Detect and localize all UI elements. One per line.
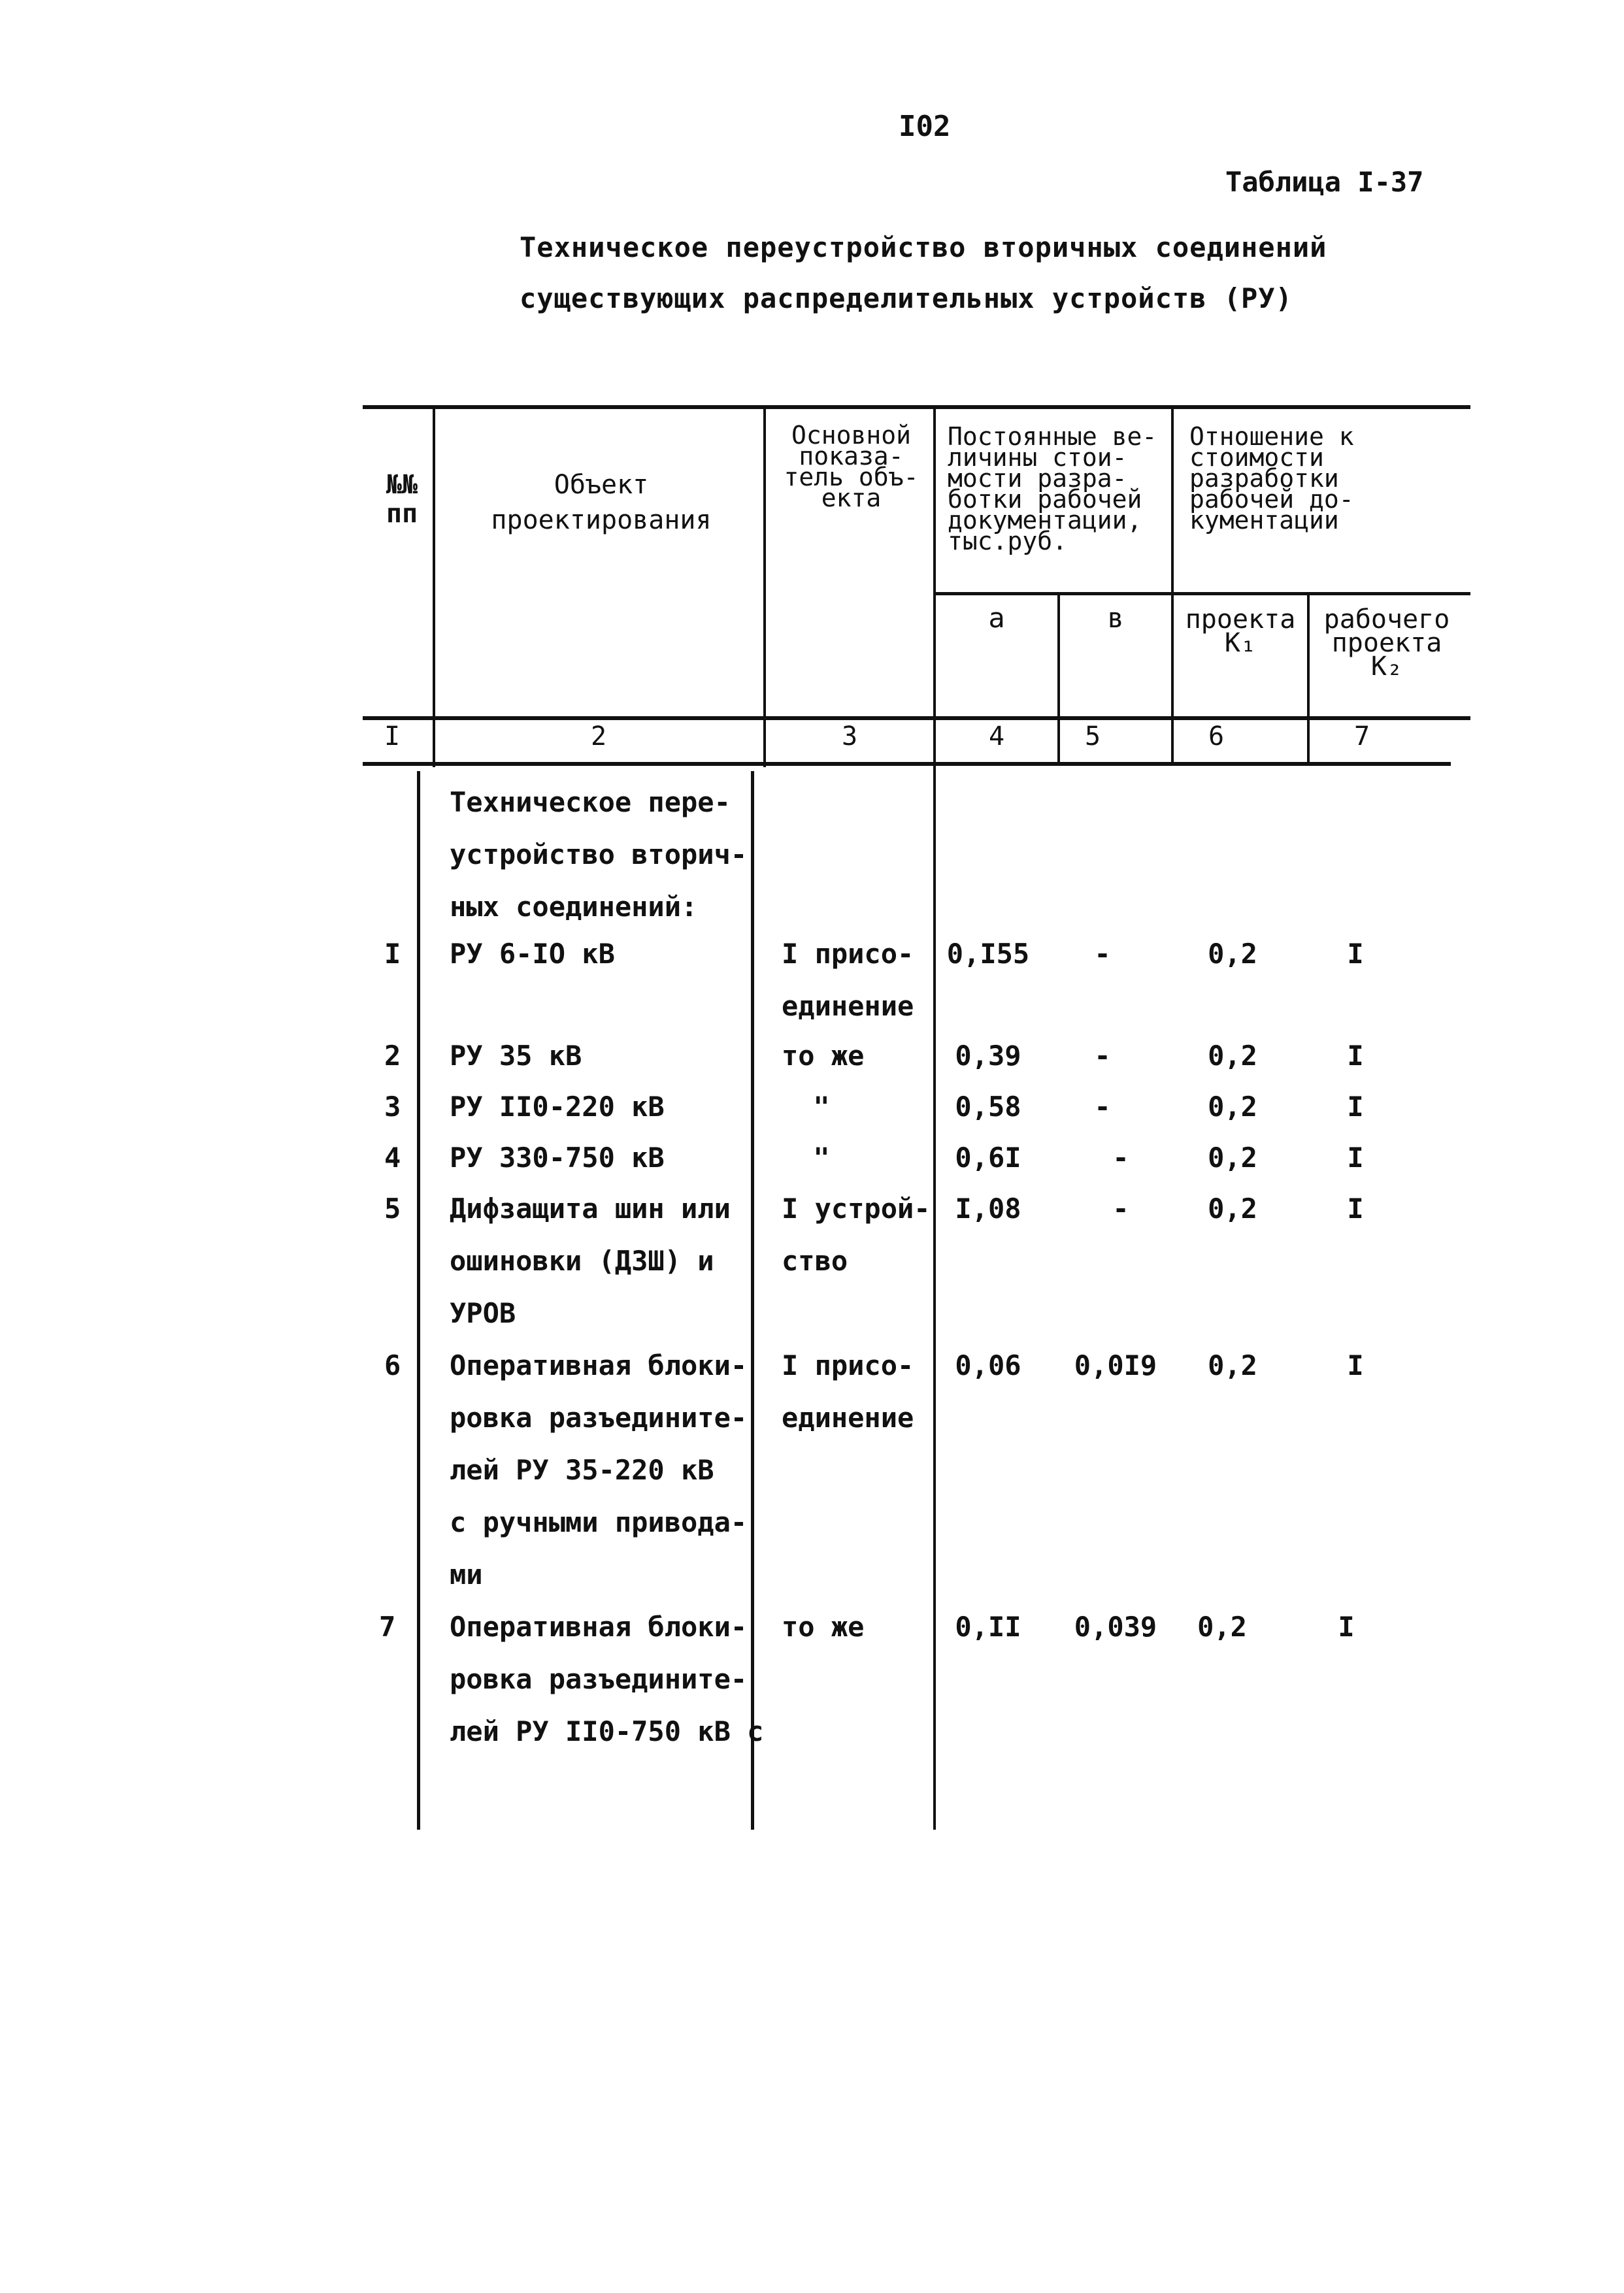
header-col-k1: проекта K₁	[1185, 604, 1296, 658]
row-indicator: "	[813, 1142, 830, 1174]
row-value-k1: 0,2	[1208, 938, 1257, 970]
column-number: 7	[1353, 721, 1370, 751]
subheader-rule	[935, 592, 1470, 595]
row-value-k2: I	[1338, 1611, 1355, 1643]
row-value-k2: I	[1347, 1040, 1364, 1072]
row-value-a: 0,II	[955, 1611, 1021, 1643]
header-col-object: Объект проектирования	[491, 470, 712, 535]
row-value-a: I,08	[955, 1193, 1021, 1225]
row-number: 3	[384, 1091, 401, 1123]
row-object: РУ II0-220 кВ	[450, 1091, 665, 1123]
header-col-k2: рабочего проекта K₂	[1323, 604, 1450, 682]
row-object: РУ 330-750 кВ	[450, 1142, 665, 1174]
page-number: I02	[899, 110, 951, 143]
table-title-line-2: существующих распределительных устройств (РУ)	[520, 282, 1293, 314]
row-indicator: то же	[782, 1611, 865, 1643]
row-value-k2: I	[1347, 1349, 1364, 1381]
row-value-v: -	[1112, 1142, 1129, 1174]
row-value-k1: 0,2	[1208, 1091, 1257, 1123]
row-value-a: 0,6I	[955, 1142, 1021, 1174]
row-value-k2: I	[1347, 1142, 1364, 1174]
row-value-k1: 0,2	[1208, 1040, 1257, 1072]
header-col-ratio: Отношение к стоимости разработки рабочей до- кументации	[1189, 422, 1354, 535]
section-title: Техническое пере- устройство вторич- ных соединений:	[450, 786, 748, 923]
col-divider-5	[1171, 408, 1174, 766]
column-number: 3	[841, 721, 858, 751]
row-value-v: 0,039	[1074, 1611, 1157, 1643]
row-indicator: I присо- единение	[782, 938, 914, 1022]
header-col-number: №№ пп	[386, 470, 418, 529]
table-top-rule	[363, 405, 1470, 409]
header-col-indicator: Основной показа- тель объ- екта	[784, 421, 919, 512]
row-value-v: -	[1094, 1040, 1111, 1072]
row-value-v: -	[1112, 1193, 1129, 1225]
row-value-k2: I	[1347, 1091, 1364, 1123]
row-indicator: "	[813, 1091, 830, 1123]
row-object: РУ 6-IO кВ	[450, 938, 615, 970]
colnum-bottom-rule	[363, 762, 1451, 766]
header-bottom-rule	[363, 716, 1470, 720]
table-label: Таблица I-37	[1225, 166, 1424, 198]
row-value-v: -	[1094, 1091, 1111, 1123]
column-number: 2	[590, 721, 607, 751]
row-value-v: -	[1094, 938, 1111, 970]
row-value-a: 0,39	[955, 1040, 1021, 1072]
row-value-k1: 0,2	[1208, 1193, 1257, 1225]
table-title-line-1: Техническое переустройство вторичных соединений	[520, 231, 1327, 263]
row-value-a: 0,06	[955, 1349, 1021, 1381]
row-number: I	[384, 938, 401, 970]
row-value-k2: I	[1347, 1193, 1364, 1225]
row-object: Оперативная блоки- ровка разъедините- лей РУ II0-750 кВ с	[450, 1611, 764, 1747]
row-object: РУ 35 кВ	[450, 1040, 582, 1072]
column-number: 4	[988, 721, 1005, 751]
row-value-k1: 0,2	[1197, 1611, 1247, 1643]
row-number: 7	[379, 1611, 396, 1643]
row-value-k2: I	[1347, 938, 1364, 970]
column-number: 5	[1084, 721, 1101, 751]
row-value-a: 0,58	[955, 1091, 1021, 1123]
row-number: 6	[384, 1349, 401, 1381]
col-divider-2	[763, 408, 766, 767]
row-number: 2	[384, 1040, 401, 1072]
row-indicator: I присо- единение	[782, 1349, 914, 1434]
row-object: Дифзащита шин или ошиновки (ДЗШ) и УРОВ	[450, 1193, 731, 1329]
row-value-k1: 0,2	[1208, 1142, 1257, 1174]
header-col-constants: Постоянные ве- личины стои- мости разра- ботки рабочей документации, тыс.руб.	[948, 422, 1157, 555]
col-divider-1-body	[417, 771, 420, 1830]
row-value-a: 0,I55	[946, 938, 1030, 970]
row-indicator: то же	[782, 1040, 865, 1072]
row-indicator: I устрой- ство	[782, 1193, 931, 1277]
row-number: 5	[384, 1193, 401, 1225]
col-divider-1	[433, 408, 435, 767]
row-number: 4	[384, 1142, 401, 1174]
row-value-v: 0,0I9	[1074, 1349, 1157, 1381]
header-col-a: а	[988, 602, 1005, 634]
header-col-v: в	[1107, 602, 1124, 634]
column-number: 6	[1208, 721, 1225, 751]
row-object: Оперативная блоки- ровка разъедините- лей РУ 35-220 кВ с ручными привода- ми	[450, 1349, 748, 1591]
row-value-k1: 0,2	[1208, 1349, 1257, 1381]
column-number: I	[384, 721, 401, 751]
